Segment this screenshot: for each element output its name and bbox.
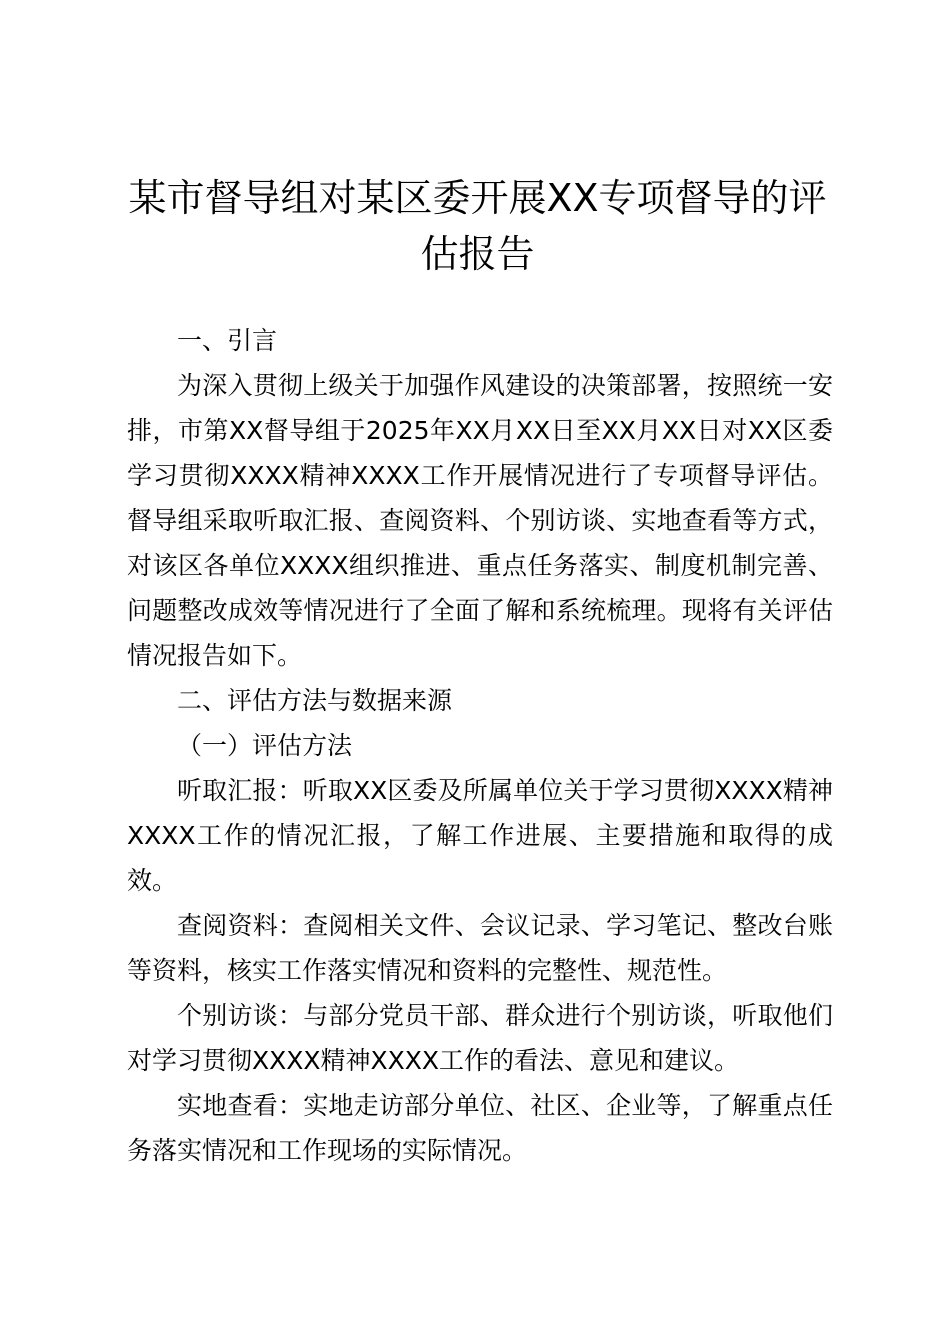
- paragraph-method-documents: 查阅资料：查阅相关文件、会议记录、学习笔记、整改台账等资料，核实工作落实情况和资料的完整性、规范性。: [127, 911, 833, 985]
- section-heading-introduction: 一、引言: [177, 326, 278, 355]
- paragraph-introduction: 为深入贯彻上级关于加强作风建设的决策部署，按照统一安排，市第XX督导组于2025年XX月XX日至XX月XX日对XX区委学习贯彻XXXX精神XXXX工作开展情况进行了专项督导评估。督导组采取听取汇报、查阅资料、个别访谈、实地查看等方式，对该区各单位XXXX组织推进、重点任务落实、制度机制完善、问题整改成效等情况进行了全面了解和系统梳理。现将有关评估情况报告如下。: [127, 371, 833, 670]
- document-body: [127, 318, 833, 1173]
- paragraph-method-interviews: 个别访谈：与部分党员干部、群众进行个别访谈，听取他们对学习贯彻XXXX精神XXXX工作的看法、意见和建议。: [127, 1001, 833, 1075]
- section-heading-methods: 二、评估方法与数据来源: [177, 686, 453, 715]
- paragraph-method-reports: 听取汇报：听取XX区委及所属单位关于学习贯彻XXXX精神XXXX工作的情况汇报，了解工作进展、主要措施和取得的成效。: [127, 776, 833, 895]
- document-title: 某市督导组对某区委开展XX专项督导的评估报告: [128, 176, 827, 276]
- subsection-heading-methods: （一）评估方法: [177, 731, 353, 760]
- paragraph-method-site-visits: 实地查看：实地走访部分单位、社区、企业等，了解重点任务落实情况和工作现场的实际情况。: [127, 1091, 833, 1165]
